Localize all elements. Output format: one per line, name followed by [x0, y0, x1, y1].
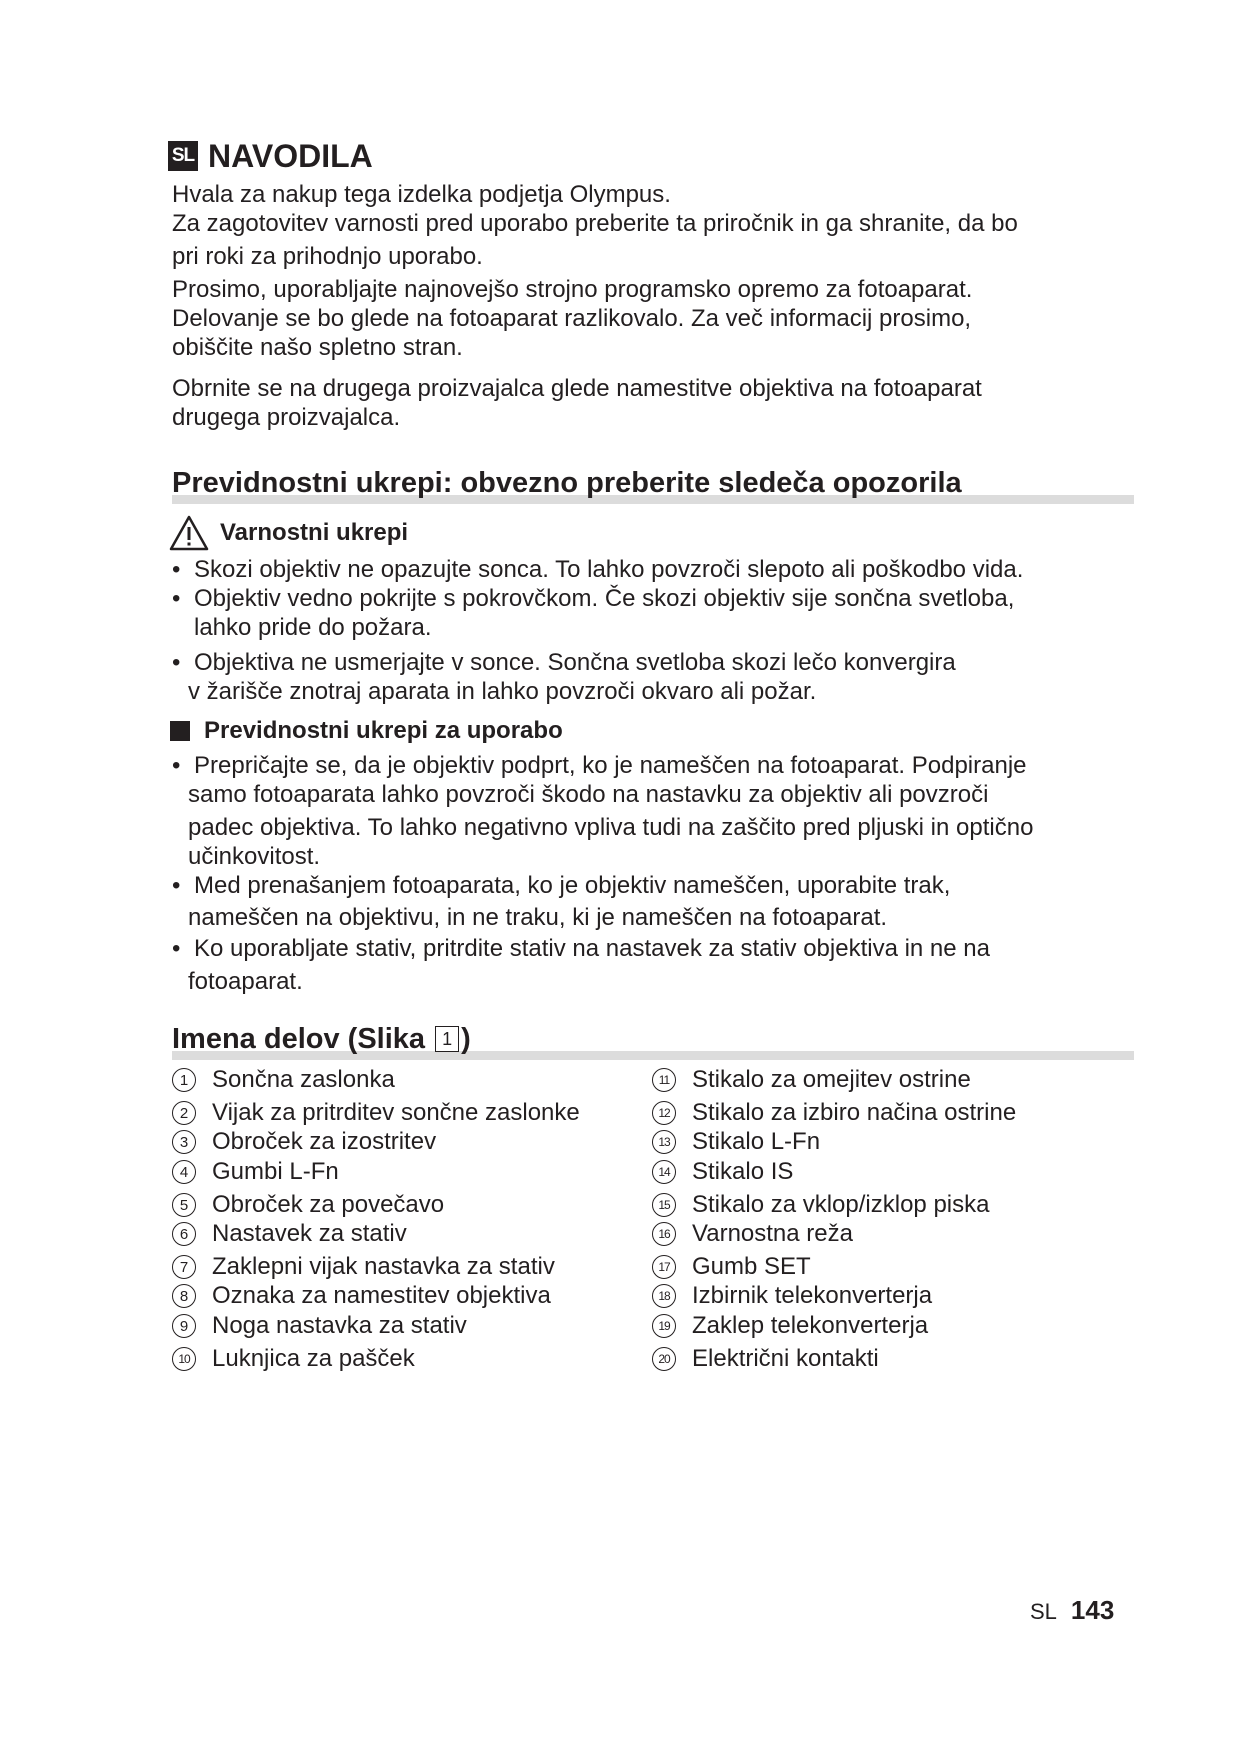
language-title	[168, 136, 373, 176]
item-line: fotoaparat.	[188, 968, 303, 995]
parts-heading-prefix: Imena delov (Slika	[172, 1023, 426, 1055]
item-line: učinkovitost.	[188, 843, 321, 870]
bullet-dot: •	[172, 556, 181, 583]
safety-heading-text: Varnostni ukrepi	[220, 519, 409, 546]
part-label: Stikalo IS	[692, 1158, 794, 1185]
part-label: Stikalo za izbiro načina ostrine	[692, 1099, 1017, 1126]
list-item	[172, 555, 1132, 584]
footer-language: SL	[1030, 1599, 1057, 1624]
usage-heading-text: Previdnostni ukrepi za uporabo	[204, 717, 563, 744]
safety-list	[172, 555, 1132, 706]
item-line: Objektiv vedno pokrijte s pokrovčkom. Če skozi objektiv sije sončna svetloba,	[194, 585, 1015, 612]
part-number-circle: 19	[652, 1314, 676, 1338]
part-item	[652, 1345, 879, 1373]
item-line: Objektiva ne usmerjajte v sonce. Sončna svetloba skozi lečo konvergira	[194, 649, 956, 676]
part-number-circle: 16	[652, 1222, 676, 1246]
part-number-circle: 18	[652, 1284, 676, 1308]
part-item	[652, 1312, 928, 1340]
part-label: Stikalo za omejitev ostrine	[692, 1066, 971, 1093]
precautions-heading-text: Previdnostni ukrepi: obvezno preberite sledeča opozorila	[172, 467, 962, 499]
part-number-circle: 15	[652, 1193, 676, 1217]
part-item	[172, 1191, 444, 1219]
part-label: Noga nastavka za stativ	[212, 1312, 467, 1339]
page-number: 143	[1070, 1595, 1115, 1625]
usage-list	[172, 751, 1132, 996]
precautions-heading	[172, 466, 1132, 500]
item-line: Ko uporabljate stativ, pritrdite stativ na nastavek za stativ objektiva in ne na	[194, 935, 990, 962]
part-item	[172, 1128, 436, 1156]
item-line: Skozi objektiv ne opazujte sonca. To lahko povzroči slepoto ali poškodbo vida.	[194, 556, 1024, 583]
part-number-circle: 12	[652, 1101, 676, 1125]
bullet-dot: •	[172, 585, 181, 612]
part-number-circle: 10	[172, 1347, 196, 1371]
item-line: nameščen na objektivu, in ne traku, ki je nameščen na fotoaparat.	[188, 904, 888, 931]
bullet-dot: •	[172, 649, 181, 676]
part-label: Oznaka za namestitev objektiva	[212, 1282, 551, 1309]
part-number-circle: 2	[172, 1101, 196, 1125]
part-number-circle: 4	[172, 1160, 196, 1184]
part-label: Obroček za povečavo	[212, 1191, 445, 1218]
intro-line: pri roki za prihodnjo uporabo.	[172, 243, 483, 270]
part-label: Stikalo L-Fn	[692, 1128, 821, 1155]
part-item	[652, 1282, 932, 1310]
list-item	[172, 648, 1132, 706]
intro-text	[172, 180, 1132, 432]
part-item	[172, 1158, 339, 1186]
list-item	[172, 934, 1132, 996]
part-item	[652, 1099, 1016, 1127]
black-square-icon	[170, 721, 190, 741]
intro-line: Obrnite se na drugega proizvajalca glede namestitve objektiva na fotoaparat	[172, 375, 982, 402]
part-label: Izbirnik telekonverterja	[692, 1282, 933, 1309]
part-label: Vijak za pritrditev sončne zaslonke	[212, 1099, 580, 1126]
part-item	[172, 1282, 551, 1310]
page-footer	[1030, 1595, 1114, 1626]
part-number-circle: 7	[172, 1255, 196, 1279]
warning-triangle-icon	[168, 514, 210, 552]
intro-line: Hvala za nakup tega izdelka podjetja Olympus.	[172, 181, 671, 208]
part-number-circle: 8	[172, 1284, 196, 1308]
part-label: Električni kontakti	[692, 1345, 879, 1372]
item-line: padec objektiva. To lahko negativno vpliva tudi na zaščito pred pljuski in optično	[188, 814, 1034, 841]
part-item	[652, 1128, 820, 1156]
list-item	[172, 751, 1132, 871]
bullet-dot: •	[172, 935, 181, 962]
parts-heading-suffix: )	[461, 1023, 471, 1055]
item-line: v žarišče znotraj aparata in lahko povzroči okvaro ali požar.	[188, 678, 817, 705]
part-number-circle: 6	[172, 1222, 196, 1246]
part-item	[172, 1066, 395, 1094]
part-label: Zaklep telekonverterja	[692, 1312, 929, 1339]
page-title: NAVODILA	[208, 137, 373, 174]
part-label: Zaklepni vijak nastavka za stativ	[212, 1253, 555, 1280]
part-number-circle: 5	[172, 1193, 196, 1217]
part-item	[652, 1220, 853, 1248]
intro-line: obiščite našo spletno stran.	[172, 334, 463, 361]
part-label: Sončna zaslonka	[212, 1066, 395, 1093]
item-line: samo fotoaparata lahko povzroči škodo na nastavku za objektiv ali povzroči	[188, 781, 989, 808]
part-label: Stikalo za vklop/izklop piska	[692, 1191, 990, 1218]
intro-line: Za zagotovitev varnosti pred uporabo preberite ta priročnik in ga shranite, da bo	[172, 210, 1018, 237]
part-item	[172, 1220, 407, 1248]
part-item	[172, 1312, 467, 1340]
bullet-dot: •	[172, 752, 181, 779]
part-item	[652, 1191, 989, 1219]
bullet-dot: •	[172, 872, 181, 899]
part-item	[172, 1345, 415, 1373]
part-label: Luknjica za pašček	[212, 1345, 415, 1372]
part-item	[652, 1253, 811, 1281]
language-badge: SL	[168, 141, 198, 171]
item-line: Prepričajte se, da je objektiv podprt, ko je nameščen na fotoaparat. Podpiranje	[194, 752, 1027, 779]
part-number-circle: 13	[652, 1130, 676, 1154]
list-item	[172, 871, 1132, 932]
part-label: Varnostna reža	[692, 1220, 853, 1247]
parts-heading	[172, 1022, 1132, 1056]
part-item	[652, 1158, 793, 1186]
part-item	[652, 1066, 971, 1094]
part-number-circle: 20	[652, 1347, 676, 1371]
part-label: Gumbi L-Fn	[212, 1158, 339, 1185]
figure-number-box: 1	[435, 1026, 459, 1052]
part-item	[172, 1253, 555, 1281]
item-line: lahko pride do požara.	[194, 614, 432, 641]
part-item	[172, 1099, 580, 1127]
part-number-circle: 1	[172, 1068, 196, 1092]
intro-line: Prosimo, uporabljajte najnovejšo strojno programsko opremo za fotoaparat.	[172, 276, 973, 303]
part-label: Nastavek za stativ	[212, 1220, 407, 1247]
list-item	[172, 584, 1132, 642]
item-line: Med prenašanjem fotoaparata, ko je objektiv nameščen, uporabite trak,	[194, 872, 951, 899]
parts-heading-text	[172, 1023, 471, 1055]
part-number-circle: 11	[652, 1068, 676, 1092]
safety-heading	[168, 514, 408, 552]
intro-line: Delovanje se bo glede na fotoaparat razlikovalo. Za več informacij prosimo,	[172, 305, 972, 332]
part-number-circle: 14	[652, 1160, 676, 1184]
part-number-circle: 3	[172, 1130, 196, 1154]
part-number-circle: 17	[652, 1255, 676, 1279]
part-label: Gumb SET	[692, 1253, 811, 1280]
usage-heading	[168, 717, 563, 745]
part-number-circle: 9	[172, 1314, 196, 1338]
part-label: Obroček za izostritev	[212, 1128, 437, 1155]
intro-line: drugega proizvajalca.	[172, 404, 401, 431]
